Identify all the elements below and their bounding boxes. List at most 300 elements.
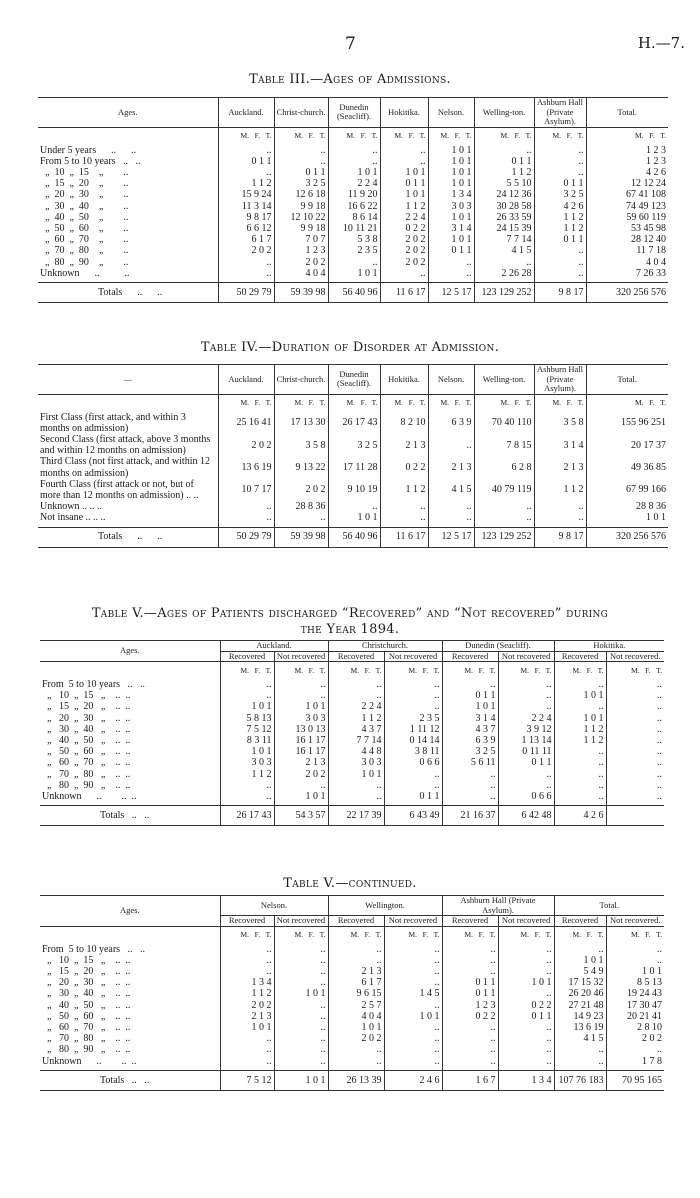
cell: 2 5 7 bbox=[328, 1000, 384, 1011]
cell: 70 40 110 bbox=[474, 412, 534, 434]
cell: 2 2 4 bbox=[380, 212, 428, 223]
cell: 1 0 1 bbox=[328, 512, 380, 523]
cell: 27 21 48 bbox=[554, 1000, 606, 1011]
row-label: „ 20 „ 30 „ .. .. bbox=[42, 977, 131, 989]
totals-cell: 320 256 576 bbox=[586, 527, 668, 547]
table-row bbox=[38, 434, 668, 456]
cell: .. bbox=[218, 257, 274, 268]
cell: 4 1 5 bbox=[428, 479, 474, 501]
cell: .. bbox=[428, 257, 474, 268]
table-row bbox=[40, 1044, 664, 1055]
cell: .. bbox=[498, 769, 554, 780]
table-row bbox=[40, 1011, 664, 1022]
header-4: Nelson. bbox=[428, 98, 474, 128]
cell: 1 1 2 bbox=[380, 201, 428, 212]
cell: 4 0 4 bbox=[274, 268, 328, 279]
cell: 1 0 1 bbox=[274, 988, 328, 999]
cell: 1 0 1 bbox=[554, 955, 606, 966]
cell: .. bbox=[498, 1033, 554, 1044]
cell: .. bbox=[498, 955, 554, 966]
cell: 8 5 13 bbox=[606, 977, 664, 988]
mft-1: M. F. T. bbox=[274, 662, 328, 680]
cell: .. bbox=[380, 156, 428, 167]
cell: 49 36 85 bbox=[586, 456, 668, 478]
cell: .. bbox=[606, 791, 664, 802]
totals-cell: 7 5 12 bbox=[220, 1070, 274, 1090]
header-2: Dunedin (Seacliff). bbox=[328, 365, 380, 395]
table5 bbox=[40, 640, 664, 826]
totals-cell: 123 129 252 bbox=[474, 282, 534, 302]
cell: 16 6 22 bbox=[328, 201, 380, 212]
header-group-0: Auckland. bbox=[220, 641, 328, 652]
cell: 14 9 23 bbox=[554, 1011, 606, 1022]
cell: .. bbox=[606, 1044, 664, 1055]
cell: 3 1 4 bbox=[534, 434, 586, 456]
cell: 2 2 4 bbox=[328, 178, 380, 189]
cell: .. bbox=[274, 955, 328, 966]
cell: 0 2 2 bbox=[442, 1011, 498, 1022]
cell: .. bbox=[474, 145, 534, 156]
cell: 4 4 8 bbox=[328, 746, 384, 757]
table-row bbox=[38, 223, 668, 234]
cell: 5 3 8 bbox=[328, 234, 380, 245]
mft-4: M. F. T. bbox=[428, 394, 474, 412]
cell: 1 1 2 bbox=[380, 479, 428, 501]
cell: 2 0 2 bbox=[380, 245, 428, 256]
cell: .. bbox=[328, 944, 384, 955]
cell: .. bbox=[274, 512, 328, 523]
cell: .. bbox=[442, 1033, 498, 1044]
cell: 17 15 32 bbox=[554, 977, 606, 988]
row-label: „ 15 „ 20 „ .. .. bbox=[42, 701, 131, 713]
row-label: „ 30 „ 40 „ .. .. bbox=[42, 988, 131, 1000]
totals-cell: 6 42 48 bbox=[498, 806, 554, 826]
cell: .. bbox=[218, 512, 274, 523]
cell: 6 1 7 bbox=[218, 234, 274, 245]
mft-0: M. F. T. bbox=[218, 394, 274, 412]
cell: .. bbox=[606, 769, 664, 780]
cell: .. bbox=[384, 1022, 442, 1033]
document-reference: H.—7. bbox=[637, 34, 685, 52]
cell: 5 8 13 bbox=[220, 713, 274, 724]
cell: .. bbox=[274, 944, 328, 955]
cell: 11 3 14 bbox=[218, 201, 274, 212]
cell: 7 7 14 bbox=[328, 735, 384, 746]
row-label: „ 50 „ 60 „ .. bbox=[40, 222, 129, 234]
page-number: 7 bbox=[345, 34, 356, 54]
cell: .. bbox=[328, 690, 384, 701]
cell: 1 1 2 bbox=[220, 769, 274, 780]
mft-2: M. F. T. bbox=[328, 127, 380, 145]
cell: .. bbox=[442, 1056, 498, 1067]
mft-6: M. F. T. bbox=[534, 394, 586, 412]
cell: .. bbox=[384, 1044, 442, 1055]
totals-cell: 9 8 17 bbox=[534, 527, 586, 547]
cell: .. bbox=[384, 977, 442, 988]
cell: .. bbox=[442, 791, 498, 802]
cell: 3 2 5 bbox=[442, 746, 498, 757]
cell: 7 26 33 bbox=[586, 268, 668, 279]
header-label: Ages. bbox=[38, 98, 218, 128]
mft-4: M. F. T. bbox=[428, 127, 474, 145]
subheader-5: Not recovered bbox=[498, 916, 554, 927]
cell: 4 2 6 bbox=[534, 201, 586, 212]
cell: .. bbox=[328, 679, 384, 690]
cell: 6 1 7 bbox=[328, 977, 384, 988]
subheader-7: Not recovered. bbox=[606, 916, 664, 927]
cell: 1 1 2 bbox=[554, 735, 606, 746]
row-label: Not insane .. .. .. bbox=[40, 512, 106, 524]
cell: .. bbox=[498, 701, 554, 712]
cell: .. bbox=[380, 145, 428, 156]
table-row bbox=[40, 679, 664, 690]
totals-cell: 1 6 7 bbox=[442, 1070, 498, 1090]
cell: 12 10 22 bbox=[274, 212, 328, 223]
subheader-spacer bbox=[38, 394, 218, 412]
cell: 53 45 98 bbox=[586, 223, 668, 234]
table-row bbox=[40, 988, 664, 999]
cell: 2 0 2 bbox=[274, 769, 328, 780]
cell: 0 2 2 bbox=[380, 456, 428, 478]
cell: 1 0 1 bbox=[328, 268, 380, 279]
cell: 17 30 47 bbox=[606, 1000, 664, 1011]
cell: 7 0 7 bbox=[274, 234, 328, 245]
cell: 7 8 15 bbox=[474, 434, 534, 456]
cell: 1 3 4 bbox=[220, 977, 274, 988]
cell: .. bbox=[534, 512, 586, 523]
table-row bbox=[40, 746, 664, 757]
cell: .. bbox=[498, 944, 554, 955]
mft-6: M. F. T. bbox=[554, 662, 606, 680]
row-label: Unknown .. .. .. bbox=[42, 1055, 137, 1067]
cell: .. bbox=[218, 145, 274, 156]
cell: 2 0 2 bbox=[218, 434, 274, 456]
cell: 5 4 9 bbox=[554, 966, 606, 977]
row-label: „ 60 „ 70 „ .. .. bbox=[42, 757, 131, 769]
cell: 1 0 1 bbox=[428, 156, 474, 167]
header-2: Dunedin (Seacliff). bbox=[328, 98, 380, 128]
cell: 1 2 3 bbox=[274, 245, 328, 256]
cell: .. bbox=[442, 769, 498, 780]
row-label: „ 60 „ 70 „ .. bbox=[40, 234, 129, 246]
cell: 3 9 12 bbox=[498, 724, 554, 735]
totals-cell: 21 16 37 bbox=[442, 806, 498, 826]
header-7: Total. bbox=[586, 365, 668, 395]
cell: 28 12 40 bbox=[586, 234, 668, 245]
cell: .. bbox=[606, 735, 664, 746]
cell: .. bbox=[534, 145, 586, 156]
table-row bbox=[40, 1033, 664, 1044]
cell: .. bbox=[498, 988, 554, 999]
row-label: „ 30 „ 40 „ .. .. bbox=[42, 723, 131, 735]
table-row bbox=[40, 1022, 664, 1033]
table-row bbox=[40, 944, 664, 955]
subheader-1: Not recovered bbox=[274, 916, 328, 927]
row-label: Unknown .. .. .. bbox=[40, 501, 102, 513]
mft-0: M. F. T. bbox=[220, 926, 274, 944]
cell: .. bbox=[218, 501, 274, 512]
table4-title: Table IV.—Duration of Disorder at Admission. bbox=[200, 340, 500, 355]
table-row bbox=[38, 212, 668, 223]
mft-3: M. F. T. bbox=[384, 662, 442, 680]
cell: 28 8 36 bbox=[274, 501, 328, 512]
cell: 9 9 18 bbox=[274, 223, 328, 234]
row-label: „ 20 „ 30 „ .. bbox=[40, 189, 129, 201]
cell: 20 21 41 bbox=[606, 1011, 664, 1022]
cell: 19 24 43 bbox=[606, 988, 664, 999]
cell: .. bbox=[274, 780, 328, 791]
header-6: Ashburn Hall (Private Asylum). bbox=[534, 365, 586, 395]
cell: 0 1 1 bbox=[380, 178, 428, 189]
cell: 0 1 1 bbox=[442, 690, 498, 701]
subheader-2: Recovered bbox=[328, 916, 384, 927]
totals-cell: 59 39 98 bbox=[274, 282, 328, 302]
table-row bbox=[38, 257, 668, 268]
table3 bbox=[38, 97, 668, 303]
cell: .. bbox=[498, 1056, 554, 1067]
cell: 2 1 3 bbox=[220, 1011, 274, 1022]
cell: 16 1 17 bbox=[274, 746, 328, 757]
cell: 26 20 46 bbox=[554, 988, 606, 999]
row-label: „ 70 „ 80 „ .. .. bbox=[42, 1033, 131, 1045]
cell: 1 0 1 bbox=[220, 1022, 274, 1033]
row-label: „ 80 „ 90 „ .. .. bbox=[42, 1044, 131, 1056]
row-label: „ 20 „ 30 „ .. .. bbox=[42, 712, 131, 724]
table-row bbox=[40, 791, 664, 802]
table-row bbox=[38, 456, 668, 478]
cell: .. bbox=[534, 156, 586, 167]
table-row bbox=[40, 713, 664, 724]
cell: 0 1 1 bbox=[474, 156, 534, 167]
row-label: „ 60 „ 70 „ .. .. bbox=[42, 1021, 131, 1033]
cell: .. bbox=[328, 791, 384, 802]
cell: 2 0 2 bbox=[606, 1033, 664, 1044]
cell: .. bbox=[554, 679, 606, 690]
row-label: „ 10 „ 15 „ .. .. bbox=[42, 690, 131, 702]
cell: .. bbox=[442, 1044, 498, 1055]
cell: 3 0 3 bbox=[274, 713, 328, 724]
cell: 3 5 8 bbox=[274, 434, 328, 456]
cell: 1 2 3 bbox=[586, 156, 668, 167]
cell: .. bbox=[380, 268, 428, 279]
row-label: „ 15 „ 20 „ .. bbox=[40, 178, 129, 190]
table-row bbox=[40, 769, 664, 780]
mft-6: M. F. T. bbox=[534, 127, 586, 145]
cell: 26 33 59 bbox=[474, 212, 534, 223]
totals-cell: 59 39 98 bbox=[274, 527, 328, 547]
cell: 2 1 3 bbox=[534, 456, 586, 478]
cell: 8 2 10 bbox=[380, 412, 428, 434]
cell: 1 2 3 bbox=[586, 145, 668, 156]
totals-label: Totals .. .. bbox=[38, 527, 218, 547]
cell: .. bbox=[220, 955, 274, 966]
cell: 24 12 36 bbox=[474, 189, 534, 200]
cell: 0 1 1 bbox=[384, 791, 442, 802]
table-row bbox=[38, 234, 668, 245]
cell: 1 0 1 bbox=[274, 701, 328, 712]
cell: 1 0 1 bbox=[428, 234, 474, 245]
totals-cell: 6 43 49 bbox=[384, 806, 442, 826]
subheader-7: Not recovered. bbox=[606, 651, 664, 662]
table5-title-line1: Table V.—Ages of Patients discharged “Recovered” and “Not recovered” during bbox=[91, 606, 609, 621]
mft-5: M. F. T. bbox=[474, 127, 534, 145]
cell: .. bbox=[442, 1022, 498, 1033]
cell: 1 4 5 bbox=[384, 988, 442, 999]
cell: 13 6 19 bbox=[554, 1022, 606, 1033]
table-row bbox=[40, 701, 664, 712]
cell: 13 6 19 bbox=[218, 456, 274, 478]
cell: 20 17 37 bbox=[586, 434, 668, 456]
mft-5: M. F. T. bbox=[474, 394, 534, 412]
cell: 1 0 1 bbox=[328, 167, 380, 178]
cell: .. bbox=[274, 679, 328, 690]
cell: .. bbox=[554, 1056, 606, 1067]
cell: 3 2 5 bbox=[328, 434, 380, 456]
totals-cell: 12 5 17 bbox=[428, 527, 474, 547]
cell: 8 3 11 bbox=[220, 735, 274, 746]
cell: 26 17 43 bbox=[328, 412, 380, 434]
cell: .. bbox=[384, 701, 442, 712]
totals-cell: 26 13 39 bbox=[328, 1070, 384, 1090]
cell: .. bbox=[384, 966, 442, 977]
cell: 8 6 14 bbox=[328, 212, 380, 223]
cell: .. bbox=[274, 977, 328, 988]
cell: 67 99 166 bbox=[586, 479, 668, 501]
header-4: Nelson. bbox=[428, 365, 474, 395]
cell: 1 0 1 bbox=[428, 178, 474, 189]
totals-cell: 11 6 17 bbox=[380, 527, 428, 547]
table-row bbox=[40, 955, 664, 966]
subheader-6: Recovered bbox=[554, 916, 606, 927]
cell: .. bbox=[474, 512, 534, 523]
cell: .. bbox=[274, 156, 328, 167]
cell: .. bbox=[428, 434, 474, 456]
cell: 9 6 15 bbox=[328, 988, 384, 999]
cell: 13 0 13 bbox=[274, 724, 328, 735]
cell: .. bbox=[554, 769, 606, 780]
mft-3: M. F. T. bbox=[380, 127, 428, 145]
cell: 3 5 8 bbox=[534, 412, 586, 434]
cell: 28 8 36 bbox=[586, 501, 668, 512]
mft-7: M. F. T. bbox=[586, 394, 668, 412]
cell: .. bbox=[220, 1044, 274, 1055]
cell: .. bbox=[606, 724, 664, 735]
cell: 1 0 1 bbox=[428, 212, 474, 223]
cell: .. bbox=[220, 780, 274, 791]
row-label: Third Class (not first attack, and within 12 months on admission) bbox=[40, 456, 210, 479]
cell: .. bbox=[442, 679, 498, 690]
cell: 1 0 1 bbox=[384, 1011, 442, 1022]
header-3: Hokitika. bbox=[380, 365, 428, 395]
table-row bbox=[40, 724, 664, 735]
cell: .. bbox=[534, 501, 586, 512]
cell: 2 0 2 bbox=[274, 479, 328, 501]
cell: 1 1 2 bbox=[534, 223, 586, 234]
mft-7: M. F. T. bbox=[606, 926, 664, 944]
cell: 3 1 4 bbox=[428, 223, 474, 234]
page-header bbox=[0, 34, 700, 56]
cell: .. bbox=[274, 1011, 328, 1022]
cell: 11 9 20 bbox=[328, 189, 380, 200]
cell: 2 0 2 bbox=[328, 1033, 384, 1044]
cell: 4 1 5 bbox=[474, 245, 534, 256]
totals-cell: 1 0 1 bbox=[274, 1070, 328, 1090]
cell: 0 1 1 bbox=[534, 178, 586, 189]
header-group-2: Ashburn Hall (Private Asylum). bbox=[442, 896, 554, 916]
header-label: — bbox=[38, 365, 218, 395]
table-row bbox=[40, 977, 664, 988]
totals-cell: 56 40 96 bbox=[328, 282, 380, 302]
cell: 3 1 4 bbox=[442, 713, 498, 724]
cell: 1 1 2 bbox=[220, 988, 274, 999]
cell: 11 7 18 bbox=[586, 245, 668, 256]
cell: .. bbox=[274, 690, 328, 701]
table-row bbox=[38, 156, 668, 167]
cell: 1 0 1 bbox=[274, 791, 328, 802]
cell: 4 3 7 bbox=[328, 724, 384, 735]
cell: 6 3 9 bbox=[428, 412, 474, 434]
cell: .. bbox=[606, 713, 664, 724]
cell: 40 79 119 bbox=[474, 479, 534, 501]
cell: 0 1 1 bbox=[428, 245, 474, 256]
cell: 2 0 2 bbox=[218, 245, 274, 256]
cell: 7 5 12 bbox=[220, 724, 274, 735]
row-label: From 5 to 10 years .. .. bbox=[42, 943, 146, 955]
cell: .. bbox=[220, 944, 274, 955]
table-row bbox=[38, 201, 668, 212]
header-label: Ages. bbox=[40, 896, 220, 927]
cell: .. bbox=[384, 690, 442, 701]
subheader-2: Recovered bbox=[328, 651, 384, 662]
cell: 6 2 8 bbox=[474, 456, 534, 478]
cell: .. bbox=[274, 1033, 328, 1044]
row-label: „ 50 „ 60 „ .. .. bbox=[42, 1010, 131, 1022]
mft-1: M. F. T. bbox=[274, 926, 328, 944]
subheader-3: Not recovered bbox=[384, 651, 442, 662]
table5-title-line2: the Year 1894. bbox=[300, 622, 400, 637]
cell: 9 10 19 bbox=[328, 479, 380, 501]
table5b-title: Table V.—continued. bbox=[283, 876, 417, 891]
cell: 1 1 2 bbox=[534, 479, 586, 501]
cell: .. bbox=[220, 679, 274, 690]
cell: 17 11 28 bbox=[328, 456, 380, 478]
totals-label: Totals .. .. bbox=[38, 282, 218, 302]
cell: .. bbox=[384, 679, 442, 690]
subheader-spacer bbox=[38, 127, 218, 145]
totals-cell: 4 2 6 bbox=[554, 806, 606, 826]
row-label: „ 40 „ 50 „ .. bbox=[40, 211, 129, 223]
mft-2: M. F. T. bbox=[328, 662, 384, 680]
totals-cell: 9 8 17 bbox=[534, 282, 586, 302]
cell: .. bbox=[274, 145, 328, 156]
row-label: „ 80 „ 90 „ .. .. bbox=[42, 779, 131, 791]
cell: .. bbox=[606, 701, 664, 712]
cell: .. bbox=[220, 791, 274, 802]
cell: 155 96 251 bbox=[586, 412, 668, 434]
cell: 1 0 1 bbox=[498, 977, 554, 988]
cell: .. bbox=[498, 679, 554, 690]
table-row bbox=[38, 479, 668, 501]
cell: 74 49 123 bbox=[586, 201, 668, 212]
header-0: Auckland. bbox=[218, 365, 274, 395]
subheader-spacer bbox=[40, 926, 220, 944]
cell: .. bbox=[428, 512, 474, 523]
cell: 4 0 4 bbox=[328, 1011, 384, 1022]
row-label: „ 40 „ 50 „ .. .. bbox=[42, 735, 131, 747]
table-row bbox=[40, 780, 664, 791]
totals-label: Totals .. .. bbox=[40, 1070, 220, 1090]
cell: .. bbox=[442, 955, 498, 966]
